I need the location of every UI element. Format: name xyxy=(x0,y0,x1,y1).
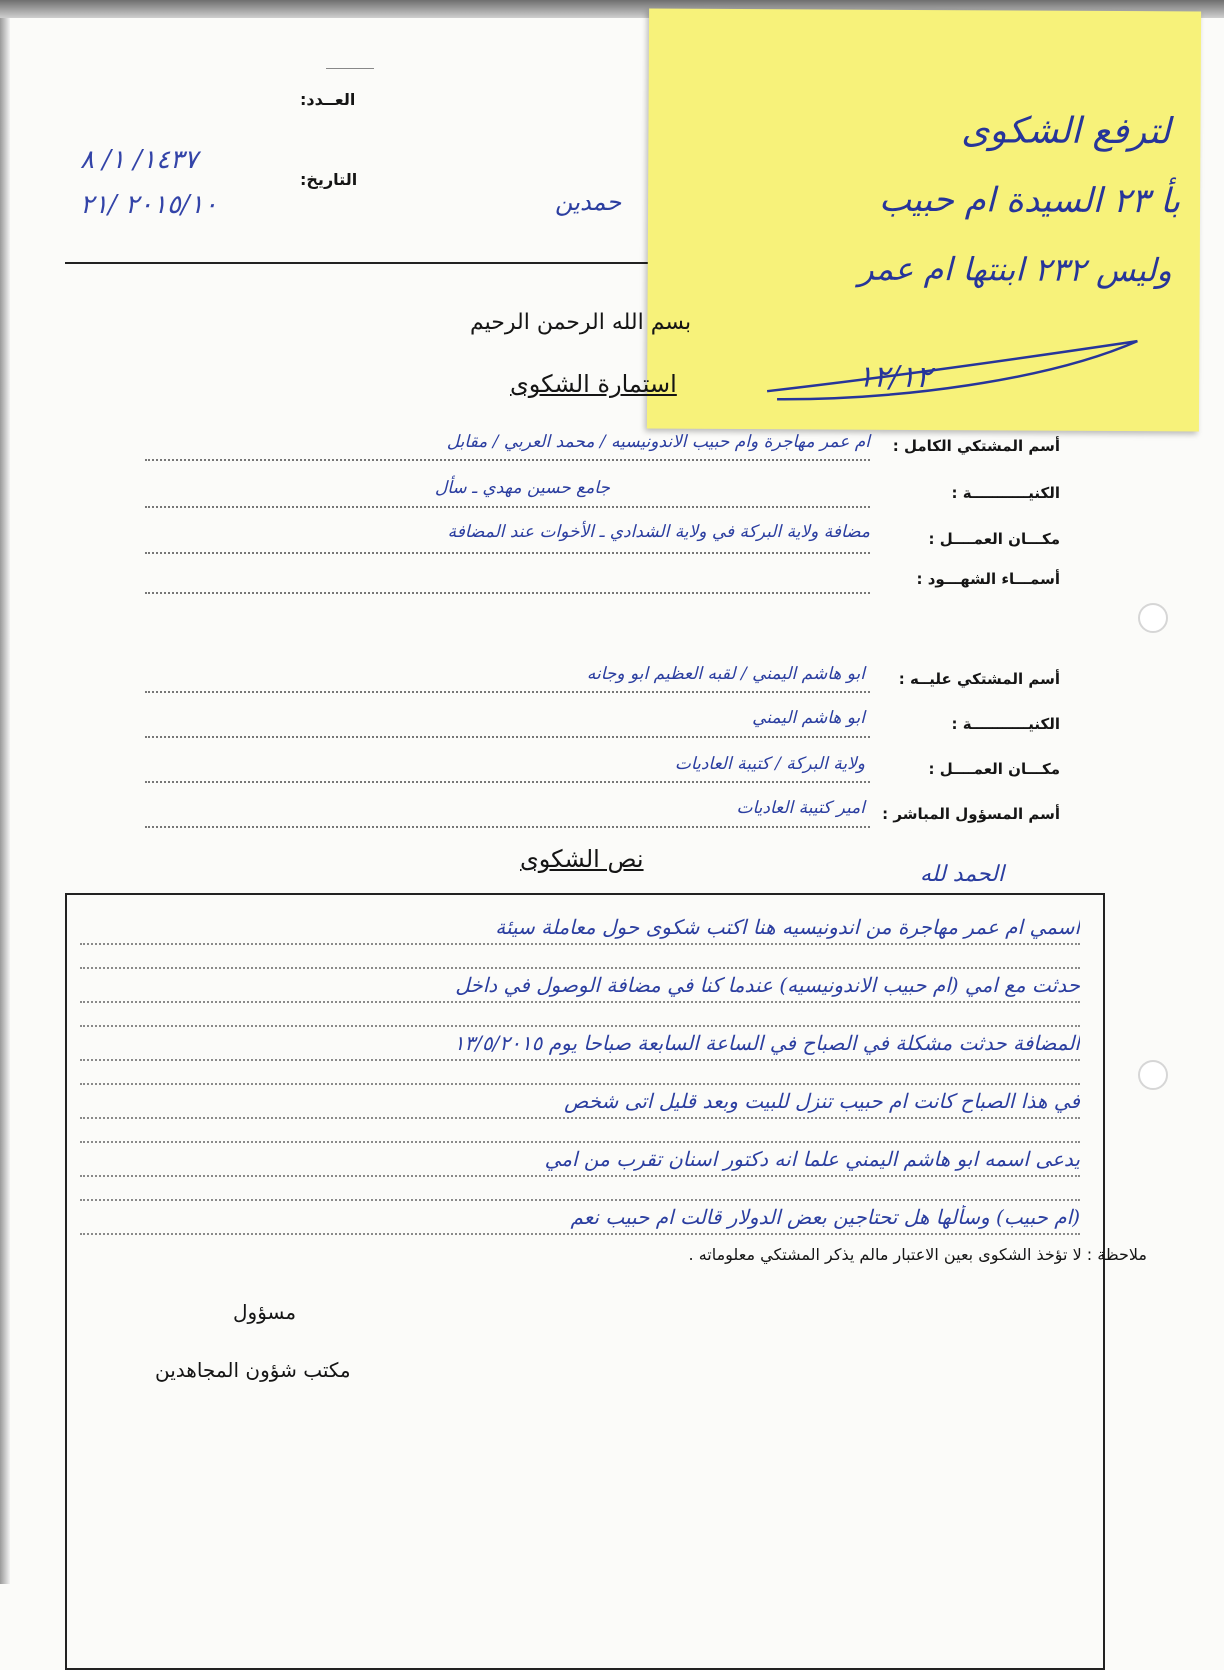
handwritten-value[interactable]: ابو هاشم اليمني xyxy=(752,708,865,728)
field-label: أسم المشتكي عليــه : xyxy=(898,670,1060,688)
complaint-box xyxy=(65,893,1105,1670)
ruled-line xyxy=(80,1116,1080,1119)
field-label: أسمـــاء الشهـــود : xyxy=(916,570,1060,588)
sticky-note-underline-loop xyxy=(747,319,1147,411)
field-dotted-line xyxy=(145,458,870,461)
letterhead-mark xyxy=(326,68,374,79)
ruled-line xyxy=(80,1140,1080,1143)
field-dotted-line xyxy=(145,780,870,783)
ruled-line xyxy=(80,1058,1080,1061)
sticky-note-line: لترفع الشكوى xyxy=(961,110,1171,153)
complaint-line[interactable]: يدعى اسمه ابو هاشم اليمني علما انه دكتور اسنان تقرب من امي xyxy=(544,1147,1080,1171)
hijri-date: ١٤٣٧/ ١/ ٨ xyxy=(80,145,198,175)
field-dotted-line xyxy=(145,690,870,693)
complaint-line[interactable]: اسمي ام عمر مهاجرة من اندونيسيه هنا اكتب شكوى حول معاملة سيئة xyxy=(495,915,1080,939)
ruled-line xyxy=(80,1174,1080,1177)
date-label: التاريخ: xyxy=(300,170,358,189)
handwritten-value[interactable]: ام عمر مهاجرة وام حبيب الاندونيسيه / محمد العربي / مقابل xyxy=(446,432,870,452)
field-dotted-line xyxy=(145,825,870,828)
ruled-line xyxy=(80,1000,1080,1003)
field-label: مكـــان العمــــل : xyxy=(928,760,1060,778)
ruled-line xyxy=(80,1198,1080,1201)
sticky-note-line: وليس ٢٣٢ ابنتها ام عمر xyxy=(858,249,1172,290)
complaint-line[interactable]: (ام حبيب) وسألها هل تحتاجين بعض الدولار قالت ام حبيب نعم xyxy=(570,1205,1080,1229)
field-label: أسم المسؤول المباشر : xyxy=(882,805,1060,823)
field-label: أسم المشتكي الكامل : xyxy=(892,437,1060,455)
complaint-greeting[interactable]: الحمد لله xyxy=(920,862,1005,887)
handwritten-value[interactable]: ولاية البركة / كتيبة العاديات xyxy=(674,754,865,774)
field-dotted-line xyxy=(145,505,870,508)
note: ملاحظة : لا تؤخذ الشكوى بعين الاعتبار مالم يذكر المشتكي معلوماته . xyxy=(688,1245,1147,1264)
gregorian-date: ٢٠١٥/١٠ /٢١ xyxy=(80,190,218,220)
field-dotted-line xyxy=(145,551,870,554)
field-dotted-line xyxy=(145,735,870,738)
ruled-line xyxy=(80,1232,1080,1235)
handwritten-value[interactable]: ابو هاشم اليمني / لقبه العظيم ابو وجانه xyxy=(586,664,865,684)
handwritten-fragment: حمدين xyxy=(555,188,622,216)
field-label: مكـــان العمــــل : xyxy=(928,530,1060,548)
complaint-line[interactable]: المضافة حدثت مشكلة في الصباح في الساعة السابعة صباحا يوم ١٣/٥/٢٠١٥ xyxy=(453,1031,1080,1055)
form-title: استمارة الشكوى xyxy=(510,370,677,398)
handwritten-value[interactable]: امير كتيبة العاديات xyxy=(736,798,865,818)
field-label: الكنيـــــــــــة : xyxy=(951,715,1060,733)
ruled-line xyxy=(80,1024,1080,1027)
number-label: العــدد: xyxy=(300,90,356,109)
signature-office: مكتب شؤون المجاهدين xyxy=(155,1358,351,1382)
field-dotted-line xyxy=(145,591,870,594)
handwritten-value[interactable]: جامع حسين مهدي ـ سأل xyxy=(434,478,610,498)
signature-title: مسؤول xyxy=(233,1300,297,1324)
sticky-note xyxy=(647,9,1201,432)
punch-hole xyxy=(1138,1060,1168,1090)
complaint-line[interactable]: حدثت مع امي (ام حبيب الاندونيسيه) عندما كنا في مضافة الوصول في داخل xyxy=(455,973,1080,997)
complaint-heading: نص الشكوى xyxy=(520,845,644,873)
scan-left-edge xyxy=(0,18,10,1584)
ruled-line xyxy=(80,966,1080,969)
complaint-line[interactable]: في هذا الصباح كانت ام حبيب تنزل للبيت وبعد قليل اتى شخص xyxy=(564,1089,1080,1113)
sticky-note-number: ١٢/١٢ xyxy=(857,359,932,396)
handwritten-value[interactable]: مضافة ولاية البركة في ولاية الشدادي ـ الأخوات عند المضافة xyxy=(447,522,870,542)
ruled-line xyxy=(80,1082,1080,1085)
punch-hole xyxy=(1138,603,1168,633)
ruled-line xyxy=(80,942,1080,945)
basmala: بسم الله الرحمن الرحيم xyxy=(470,310,692,335)
field-label: الكنيـــــــــــة : xyxy=(951,484,1060,502)
sticky-note-line: بأ ٢٣ السيدة ام حبيب xyxy=(878,179,1181,222)
